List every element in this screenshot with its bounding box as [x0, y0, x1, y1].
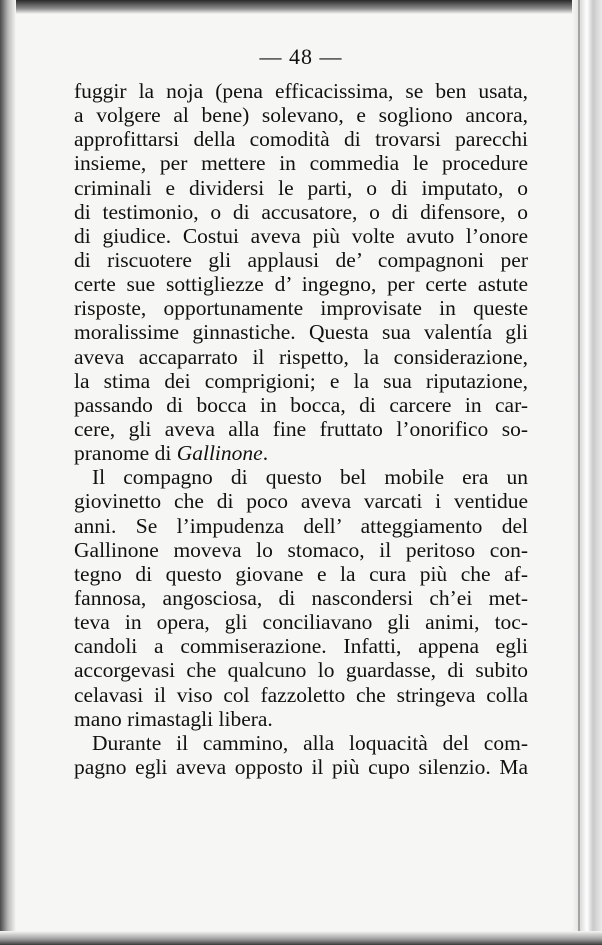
right-gutter-line: [578, 0, 580, 945]
text-line: pranome di Gallinone.: [74, 441, 269, 466]
text-line: mano rimastagli libera.: [74, 706, 273, 731]
text-line: Il compagno di questo bel mobile era un: [92, 465, 528, 490]
text-line: la stima dei comprigioni; e la sua riputazione,: [74, 368, 528, 393]
text-line: Durante il cammino, alla loquacità del com-: [92, 730, 528, 755]
text-line: insieme, per mettere in commedia le procedure: [74, 151, 528, 176]
text-line: accorgevasi che qualcuno lo guardasse, di subito: [74, 658, 528, 683]
page-number: — 48 —: [259, 44, 343, 69]
body-text: [74, 79, 528, 779]
text-line: anni. Se l’impudenza dell’ atteggiamento del: [74, 513, 528, 538]
text-line: celavasi il viso col fazzoletto che stringeva colla: [74, 682, 528, 707]
text-line: di testimonio, o di accusatore, o di difensore, o: [74, 199, 528, 224]
right-page-edge: [572, 0, 602, 945]
text-line: tegno di questo giovane e la cura più che af-: [74, 561, 528, 586]
top-page-shadow: [0, 0, 602, 14]
text-line: moralissime ginnastiche. Questa sua valentía gli: [74, 320, 528, 345]
text-line: criminali e dividersi le parti, o di imputato, o: [74, 175, 528, 200]
text-line: di riscuotere gli applausi de’ compagnoni per: [74, 247, 528, 272]
text-line: giovinetto che di poco aveva varcati i ventidue: [74, 489, 528, 514]
text-line: cere, gli aveva alla fine fruttato l’onorifico so-: [74, 416, 528, 441]
text-line: di giudice. Costui aveva più volte avuto l’onore: [74, 223, 528, 248]
left-binding-edge: [0, 0, 16, 945]
text-line: risposte, opportunamente improvisate in queste: [74, 296, 528, 321]
text-line: aveva accaparrato il rispetto, la considerazione,: [74, 344, 528, 369]
text-line: approfittarsi della comodità di trovarsi parecchi: [74, 127, 528, 152]
text-line: passando di bocca in bocca, di carcere in car-: [74, 392, 528, 417]
text-line: candoli a commiserazione. Infatti, appena egli: [74, 634, 528, 659]
text-line: a volgere al bene) solevano, e sogliono ancora,: [74, 103, 528, 128]
text-line: certe sue sottigliezze d’ ingegno, per certe astute: [74, 272, 528, 297]
text-line: Gallinone moveva lo stomaco, il peritoso con-: [74, 537, 528, 562]
text-line: pagno egli aveva opposto il più cupo silenzio. Ma: [74, 754, 528, 779]
bottom-page-shadow: [0, 931, 602, 945]
text-line: fannosa, angosciosa, di nascondersi ch’ei met-: [74, 585, 528, 610]
text-line: teva in opera, gli conciliavano gli animi, toc-: [74, 610, 528, 635]
text-line: fuggir la noja (pena efficacissima, se ben usata,: [74, 79, 528, 103]
